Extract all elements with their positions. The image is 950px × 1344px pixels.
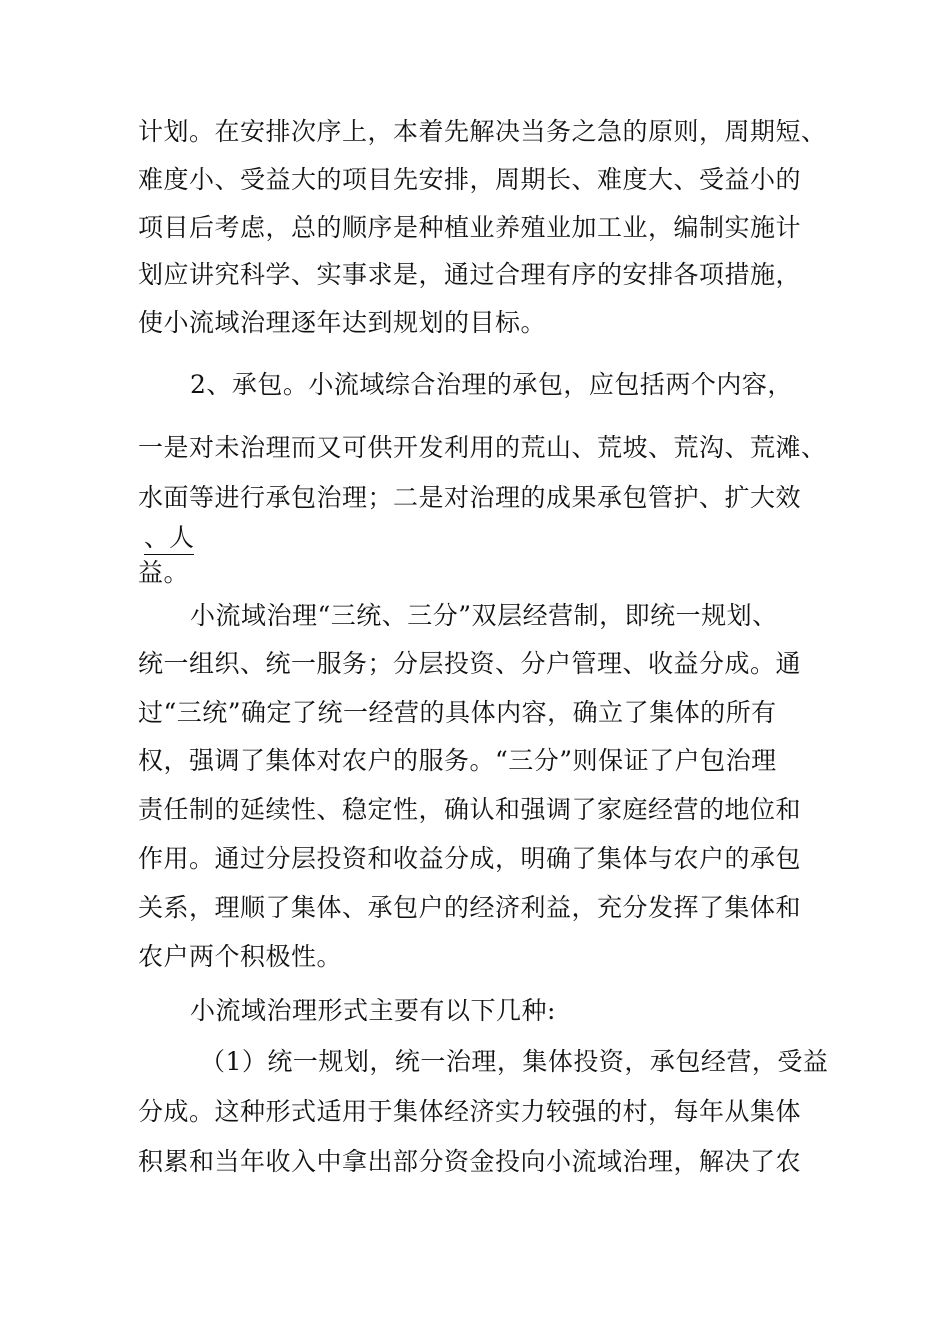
- paragraph-line: 过“三统”确定了统一经营的具体内容，确立了集体的所有: [138, 698, 777, 727]
- paragraph-line: 小流域治理“三统、三分”双层经营制，即统一规划、: [190, 601, 778, 630]
- paragraph-line: 2、承包。小流域综合治理的承包，应包括两个内容，: [190, 370, 793, 399]
- paragraph-line: 权，强调了集体对农户的服务。“三分”则保证了户包治理: [138, 746, 777, 775]
- paragraph-line: 作用。通过分层投资和收益分成，明确了集体与农户的承包: [138, 844, 802, 873]
- paragraph-line: 农户两个积极性。: [138, 942, 343, 971]
- paragraph-line: 关系，理顺了集体、承包户的经济利益，充分发挥了集体和: [138, 893, 802, 922]
- paragraph-line: 责任制的延续性、稳定性，确认和强调了家庭经营的地位和: [138, 795, 802, 824]
- paragraph-line: 分成。这种形式适用于集体经济实力较强的村，每年从集体: [138, 1097, 802, 1126]
- paragraph-line: 小流域治理形式主要有以下几种:: [190, 996, 556, 1025]
- paragraph-line: （1）统一规划，统一治理，集体投资，承包经营，受益: [200, 1047, 829, 1076]
- paragraph-line: 难度小、受益大的项目先安排，周期长、难度大、受益小的: [138, 165, 802, 194]
- paragraph-line: 统一组织、统一服务；分层投资、分户管理、收益分成。通: [138, 649, 802, 678]
- paragraph-line: 积累和当年收入中拿出部分资金投向小流域治理，解决了农: [138, 1147, 802, 1176]
- paragraph-line: 划应讲究科学、实事求是，通过合理有序的安排各项措施，: [138, 260, 802, 289]
- paragraph-line: 水面等进行承包治理；二是对治理的成果承包管护、扩大效: [138, 483, 802, 512]
- paragraph-line: 使小流域治理逐年达到规划的目标。: [138, 308, 547, 337]
- inserted-annotation: 、人: [144, 524, 194, 555]
- paragraph-line: 益。: [138, 558, 190, 587]
- paragraph-line: 项目后考虑，总的顺序是种植业养殖业加工业，编制实施计: [138, 213, 802, 242]
- paragraph-line: 计划。在安排次序上，本着先解决当务之急的原则，周期短、: [138, 117, 827, 146]
- paragraph-line: 一是对未治理而又可供开发利用的荒山、荒坡、荒沟、荒滩、: [138, 433, 827, 462]
